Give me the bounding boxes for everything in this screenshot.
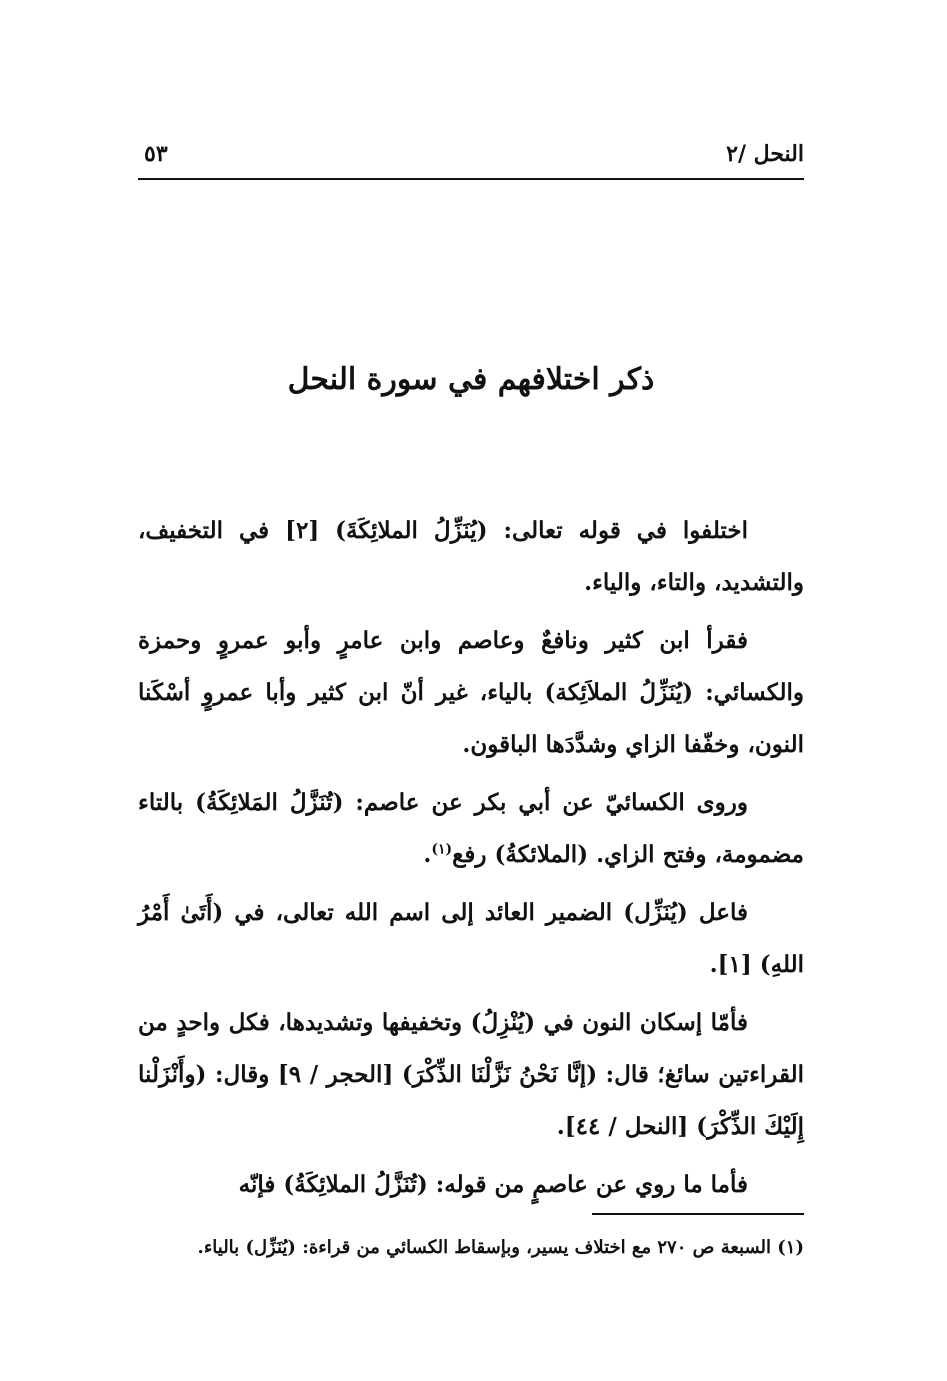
running-title: النحل /٢	[726, 141, 804, 167]
paragraph-subject: فاعل (يُنَزِّل) الضمير العائد إلى اسم الله تعالى، في (أَتَىٰ أَمْرُ اللهِ) [١].	[138, 899, 804, 978]
kisai-narration-end: .	[423, 841, 432, 868]
footnote-marker: (١)	[431, 841, 453, 858]
paragraph-disagreement: اختلفوا في قوله تعالى: (يُنَزِّلُ الملائِكَةَ) [٢] في التخفيف، والتشديد، والتاء، والياء.	[138, 517, 804, 596]
page-header	[138, 136, 804, 172]
footnote: (١) السبعة ص ٢٧٠ مع اختلاف يسير، وبإسقاط الكسائي من قراءة: (يُنَزِّل) بالياء.	[197, 1237, 804, 1258]
page-number: ٥٣	[144, 141, 168, 167]
paragraph-readers: فقرأ ابن كثير ونافعٌ وعاصم وابن عامرٍ وأبو عمروٍ وحمزة والكسائي: (يُنَزِّلُ الملاَئِكة) بالياء، غير أنّ ابن كثير وأبا عمروٍ أسْكَنا النون، وخفّفا الزاي وشدَّدَها الباقون.	[138, 627, 804, 758]
section-title: ذكر اختلافهم في سورة النحل	[287, 362, 655, 397]
kisai-narration-text: وروى الكسائيّ عن أبي بكر عن عاصم: (تُنَزَّلُ المَلائِكَةُ) بالتاء مضمومة، وفتح الزاي. (الملائكةُ) رفع	[138, 789, 804, 868]
paragraph-nun: فأمّا إسكان النون في (يُنْزِلُ) وتخفيفها وتشديدها، فكل واحدٍ من القراءتين سائغ؛ قال: (إنَّا نَحْنُ نَزَّلْنَا الذِّكْرَ) [الحجر / ٩] وقال: (وأَنْزَلْنا إِلَيْكَ الذِّكْرَ) [النحل / ٤٤].	[138, 1009, 804, 1140]
footnote-rule	[592, 1213, 804, 1215]
header-rule	[138, 178, 804, 180]
body-text	[138, 505, 804, 1217]
paragraph-asim: فأما ما روي عن عاصمٍ من قوله: (تُنَزَّلُ الملائِكَةُ) فإنّه	[238, 1171, 748, 1198]
paragraph-kisai-narration	[138, 777, 804, 881]
